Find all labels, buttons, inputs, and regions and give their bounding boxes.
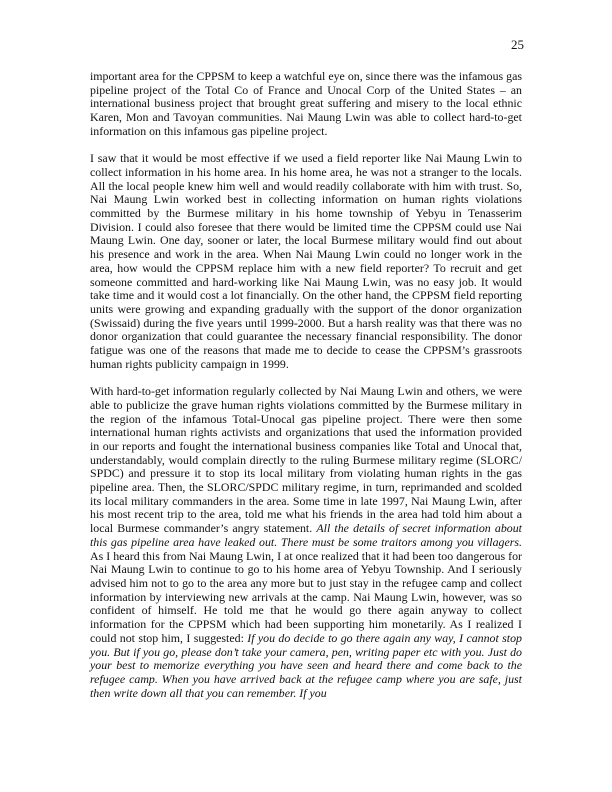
paragraph-3-text-2: As I heard this from Nai Maung Lwin, I at once realized that it had been too dangerous for Nai Maung Lwin to continue to go to his home area of Yebyu Township. And I seriously advised him not to go to the area any more but to just stay in the refugee camp and collect information by interviewing new arrivals at the camp. Nai Maung Lwin, however, was so confident of himself. He told me that he would go there again anyway to collect information for the CPPSM which had been supporting him monetarily. As I realized I could not stop him, I suggested: [90,548,522,645]
paragraph-1: important area for the CPPSM to keep a watchful eye on, since there was the infamous gas pipeline project of the Total Co of France and Unocal Corp of the United States – an international business project that brought great suffering and misery to the local ethnic Karen, Mon and Tavoyan communities. Nai Maung Lwin was able to collect hard-to-get information on this infamous gas pipeline project. [90,69,522,138]
body-text [90,70,522,700]
paragraph-3-text-1: With hard-to-get information regularly collected by Nai Maung Lwin and others, we were able to publicize the grave human rights violations committed by the Burmese military in the region of the infamous Total-Unocal gas pipeline project. There were then some international human rights activists and organizations that used the information provided in our reports and fought the international business companies like Total and Unocal that, understandably, would complain directly to the ruling Burmese military regime (SLORC/ SPDC) and pressure it to stop its local military from violating human rights in the gas pipeline area. Then, the SLORC/SPDC military regime, in turn, reprimanded and scolded its local military commanders in the area. Some time in late 1997, Nai Maung Lwin, after his most recent trip to the area, told me what his friends in the area had told him about a local Burmese commander’s angry statement. [90,384,522,536]
paragraph-3-italic-quote-1: All the details of secret information about this gas pipeline area have leaked out. There must be some traitors among you villagers. [90,521,522,549]
paragraph-3-italic-quote-2: If you do decide to go there again any way, I cannot stop you. But if you go, please don’t take your camera, pen, writing paper etc with you. Just do your best to memorize everything you have seen and heard there and come back to the refugee camp. When you have arrived back at the refugee camp where you are safe, just then write down all that you can remember. If you [90,630,522,700]
paragraph-2: I saw that it would be most effective if we used a field reporter like Nai Maung Lwin to collect information in his home area. In his home area, he was not a stranger to the locals. All the local people knew him well and would readily collaborate with him with trust. So, Nai Maung Lwin worked best in collecting information on human rights violations committed by the Burmese military in his home township of Yebyu in Tenasserim Division. I could also foresee that there would be limited time the CPPSM could use Nai Maung Lwin. One day, sooner or later, the local Burmese military would find out about his presence and work in the area. When Nai Maung Lwin could no longer work in the area, how would the CPPSM replace him with a new field reporter? To recruit and get someone committed and hard-working like Nai Maung Lwin, was no easy job. It would take time and it would cost a lot financially. On the other hand, the CPPSM field reporting units were growing and expanding gradually with the support of the donor organization (Swissaid) during the five years until 1999-2000. But a harsh reality was that there was no donor organization that could guarantee the necessary financial responsibility. The donor fatigue was one of the reasons that made me to decide to cease the CPPSM’s grassroots human rights publicity campaign in 1999. [90,151,522,371]
paragraph-3 [90,385,522,700]
page-number: 25 [511,37,524,52]
